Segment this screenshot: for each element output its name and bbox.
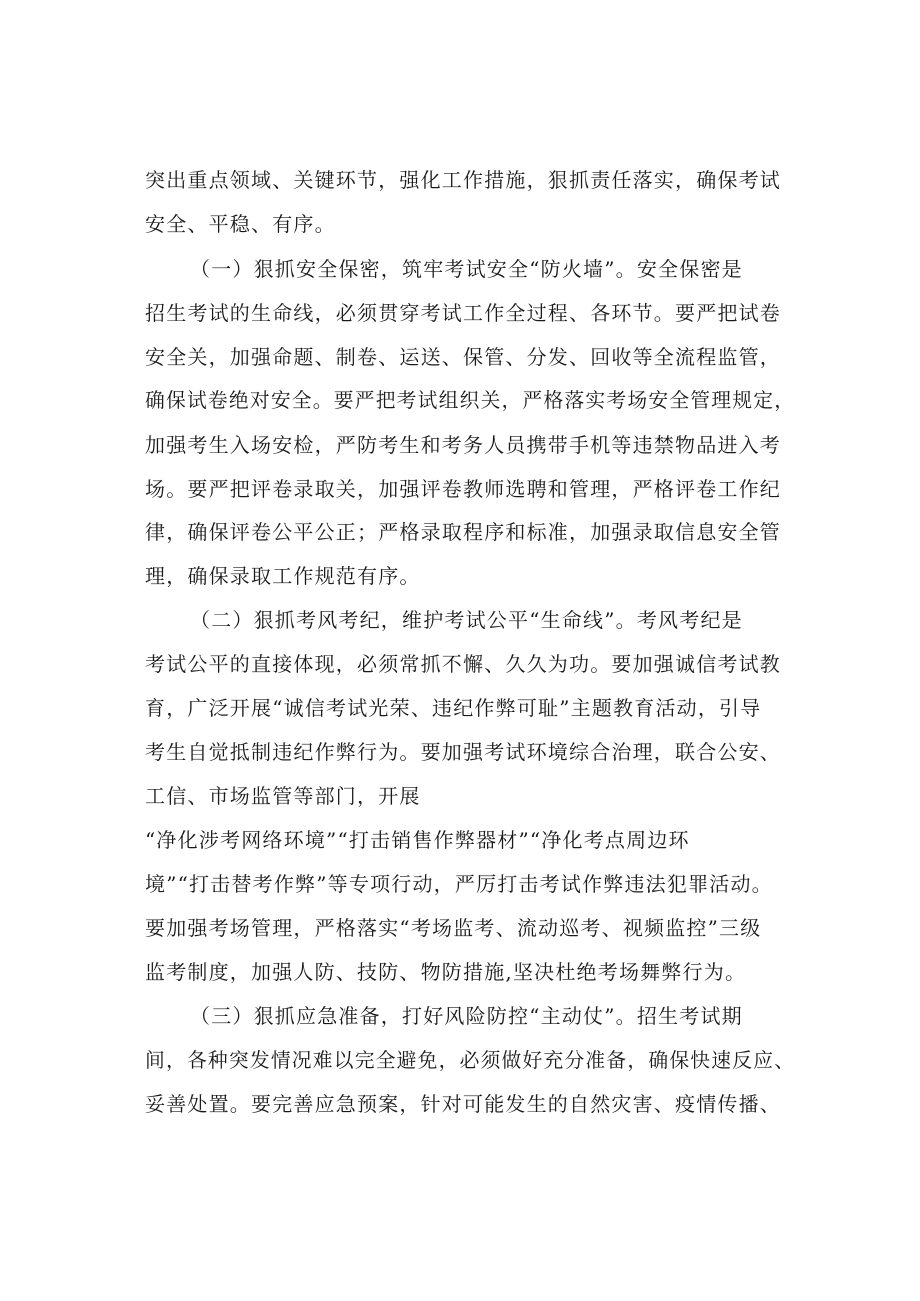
text-line: 律，确保评卷公平公正；严格录取程序和标准，加强录取信息安全管 bbox=[145, 520, 781, 544]
text-line: 间，各种突发情况难以完全避免，必须做好充分准备，确保快速反应、 bbox=[145, 1048, 796, 1072]
text-line: 境”“打击替考作弊”等专项行动，严厉打击考试作弊违法犯罪活动。 bbox=[145, 872, 773, 896]
text-line: 监考制度，加强人防、技防、物防措施,坚决杜绝考场舞弊行为。 bbox=[145, 960, 747, 984]
text-line: 安全关，加强命题、制卷、运送、保管、分发、回收等全流程监管， bbox=[145, 345, 781, 369]
text-line: “净化涉考网络环境”“打击销售作弊器材”“净化考点周边环 bbox=[145, 828, 690, 852]
text-line: 要加强考场管理，严格落实“考场监考、流动巡考、视频监控”三级 bbox=[145, 916, 762, 940]
text-line: 招生考试的生命线，必须贯穿考试工作全过程、各环节。要严把试卷 bbox=[145, 301, 781, 325]
text-line: 育，广泛开展“诚信考试光荣、违纪作弊可耻”主题教育活动，引导 bbox=[145, 696, 762, 720]
text-line: 场。要严把评卷录取关，加强评卷教师选聘和管理，严格评卷工作纪 bbox=[145, 477, 781, 501]
section-heading-line: （一）狠抓安全保密，筑牢考试安全“防火墙”。安全保密是 bbox=[190, 257, 743, 281]
text-line: 安全、平稳、有序。 bbox=[145, 212, 336, 236]
text-line: 突出重点领域、关键环节，强化工作措施，狠抓责任落实，确保考试 bbox=[145, 168, 781, 192]
text-line: 理，确保录取工作规范有序。 bbox=[145, 564, 421, 588]
text-line: 妥善处置。要完善应急预案，针对可能发生的自然灾害、疫情传播、 bbox=[145, 1092, 781, 1116]
text-line: 确保试卷绝对安全。要严把考试组织关，严格落实考场安全管理规定， bbox=[145, 388, 796, 412]
text-line: 加强考生入场安检，严防考生和考务人员携带手机等违禁物品进入考 bbox=[145, 433, 781, 457]
section-heading-line: （三）狠抓应急准备，打好风险防控“主动仗”。招生考试期 bbox=[190, 1004, 743, 1028]
text-line: 考试公平的直接体现，必须常抓不懈、久久为功。要加强诚信考试教 bbox=[145, 652, 781, 676]
text-line: 考生自觉抵制违纪作弊行为。要加强考试环境综合治理，联合公安、 bbox=[145, 740, 781, 764]
section-heading-line: （二）狠抓考风考纪，维护考试公平“生命线”。考风考纪是 bbox=[190, 608, 743, 632]
text-line: 工信、市场监管等部门，开展 bbox=[145, 784, 421, 808]
